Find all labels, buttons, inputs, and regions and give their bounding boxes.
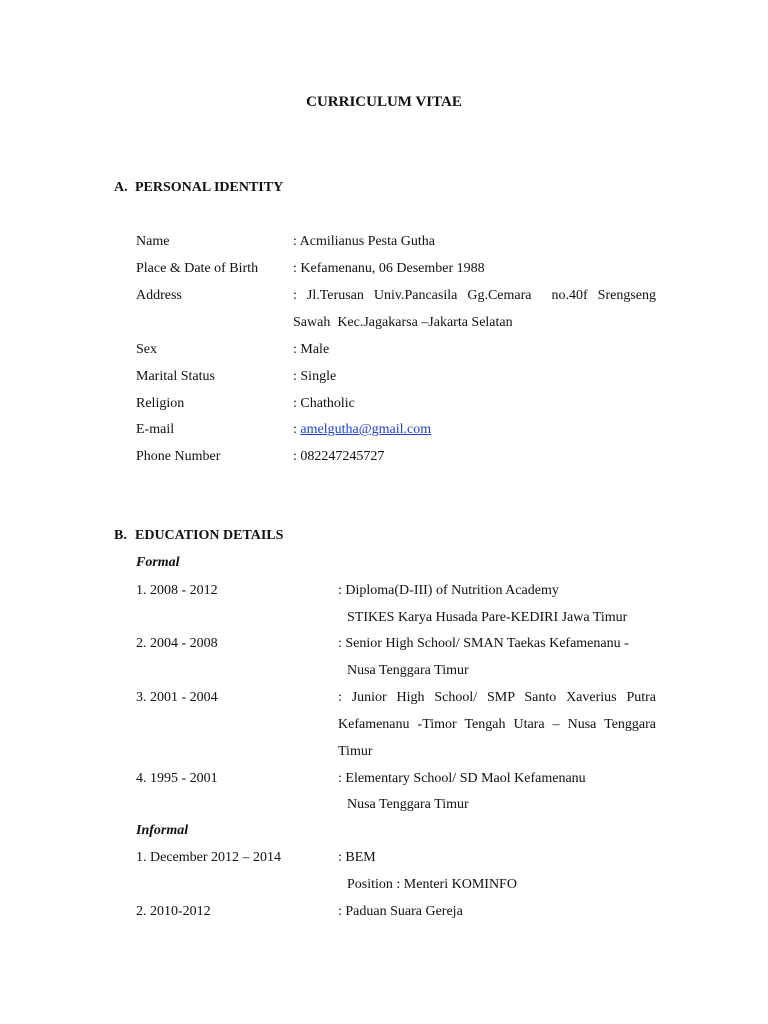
field-label: E-mail	[136, 422, 175, 437]
education-row	[136, 770, 656, 794]
email-link[interactable]: amelgutha@gmail.com	[300, 422, 432, 437]
informal-period: 1. December 2012 – 2014	[136, 850, 282, 865]
education-period: 2. 2004 - 2008	[136, 636, 218, 651]
field-value	[293, 421, 656, 439]
education-row-continued	[136, 716, 656, 740]
informal-detail: : Paduan Suara Gereja	[338, 904, 463, 919]
informal-row	[136, 849, 656, 873]
education-detail: Kefamenanu -Timor Tengah Utara – Nusa Tenggara	[338, 717, 656, 732]
education-period: 3. 2001 - 2004	[136, 690, 218, 705]
field-label: Phone Number	[136, 449, 221, 464]
education-period: 4. 1995 - 2001	[136, 771, 218, 786]
education-row-continued	[136, 743, 656, 767]
field-row-address	[136, 287, 656, 311]
subheading-formal: Formal	[136, 555, 180, 570]
field-row-religion	[136, 395, 656, 419]
field-label: Place & Date of Birth	[136, 261, 259, 276]
field-label: Sex	[136, 342, 157, 357]
education-detail: : Diploma(D-III) of Nutrition Academy	[338, 583, 559, 598]
education-row-continued	[136, 609, 656, 633]
education-row	[136, 635, 656, 659]
field-row-name	[136, 233, 656, 257]
field-label: Address	[136, 288, 182, 303]
section-letter: A.	[114, 180, 128, 195]
education-row	[136, 689, 656, 713]
education-detail: Timur	[338, 744, 373, 759]
education-detail: : Junior High School/ SMP Santo Xaverius Putra	[338, 690, 656, 705]
field-label: Marital Status	[136, 369, 215, 384]
field-value: : Kefamenanu, 06 Desember 1988	[293, 261, 485, 276]
field-value: : Jl.Terusan Univ.Pancasila Gg.Cemara no.40f Srengseng	[293, 288, 656, 303]
field-value: : Acmilianus Pesta Gutha	[293, 234, 435, 249]
field-value: : Chatholic	[293, 396, 355, 411]
informal-period: 2. 2010-2012	[136, 904, 211, 919]
field-label: Religion	[136, 396, 185, 411]
subheading-informal: Informal	[136, 823, 189, 838]
section-letter: B.	[114, 528, 127, 543]
section-title: EDUCATION DETAILS	[135, 528, 284, 543]
field-row-email	[136, 421, 656, 445]
education-row	[136, 582, 656, 606]
informal-detail: : BEM	[338, 850, 376, 865]
education-row-continued	[136, 662, 656, 686]
education-detail: Nusa Tenggara Timur	[347, 797, 469, 812]
education-detail: Nusa Tenggara Timur	[347, 663, 469, 678]
colon-prefix: :	[293, 422, 301, 437]
informal-row	[136, 903, 656, 927]
field-label: Name	[136, 234, 170, 249]
section-heading-personal	[114, 180, 283, 196]
education-detail: : Senior High School/ SMAN Taekas Kefamenanu -	[338, 636, 629, 651]
field-value: : Single	[293, 369, 337, 384]
field-row-sex	[136, 341, 656, 365]
field-value: : 082247245727	[293, 449, 385, 464]
field-row-marital-status	[136, 368, 656, 392]
section-title: PERSONAL IDENTITY	[135, 180, 284, 195]
document-title: CURRICULUM VITAE	[306, 94, 462, 110]
field-value: : Male	[293, 342, 330, 357]
section-heading-education	[114, 528, 283, 544]
field-value: Sawah Kec.Jagakarsa –Jakarta Selatan	[293, 315, 513, 330]
education-period: 1. 2008 - 2012	[136, 583, 218, 598]
field-row-address-continued	[136, 314, 656, 338]
field-row-birth	[136, 260, 656, 284]
informal-detail: Position : Menteri KOMINFO	[347, 877, 517, 892]
education-detail: : Elementary School/ SD Maol Kefamenanu	[338, 771, 586, 786]
education-row-continued	[136, 796, 656, 820]
education-detail: STIKES Karya Husada Pare-KEDIRI Jawa Timur	[347, 610, 628, 625]
informal-row-continued	[136, 876, 656, 900]
field-row-phone	[136, 448, 656, 472]
